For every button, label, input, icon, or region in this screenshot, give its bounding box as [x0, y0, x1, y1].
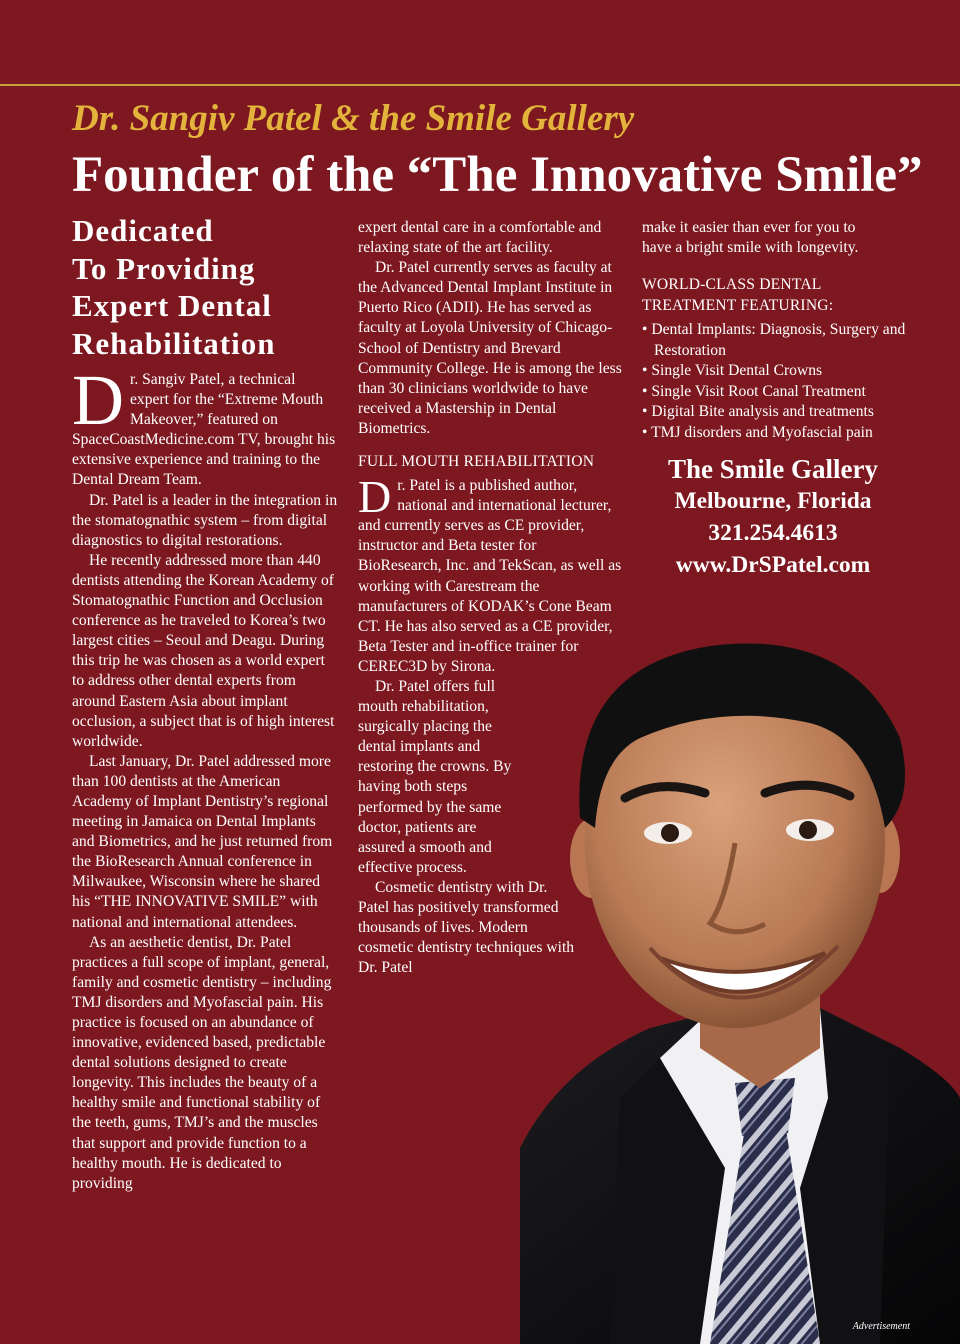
paragraph: make it easier than ever for you to have a bright smile with longevity.	[642, 219, 859, 257]
paragraph: He recently addressed more than 440 dentists attending the Korean Academy of Stomatognathic Function and Occlusion conference as he traveled to Korea’s two largest cities – Seoul and Deagu. During this trip he was chosen as a world expert to address other dental experts from around Eastern Asia about implant occlusion, a subject that is of high interest worldwide.	[72, 551, 335, 750]
contact-block	[638, 453, 908, 581]
subhead-line-2: To Providing	[72, 250, 256, 286]
gold-divider-rule	[0, 84, 960, 86]
paragraph: expert dental care in a comfortable and relaxing state of the art facility.	[358, 219, 602, 257]
subhead	[72, 212, 338, 362]
practice-website: www.DrSPatel.com	[675, 552, 871, 579]
list-item: • Single Visit Dental Crowns	[642, 361, 908, 382]
paragraph-intro-text: r. Sangiv Patel, a technical expert for the “Extreme Mouth Makeover,” featured on SpaceCoastMedicine.com TV, brought his extensive experience and training to the Dental Dream Team.	[72, 371, 336, 489]
practice-name: The Smile Gallery	[668, 454, 878, 485]
paragraph-section-intro-text: r. Patel is a published author, national and international lecturer, and currently serves as CE provider, instructor and Beta tester for BioResearch, Inc. and TekScan, as well as working with Carestream the manufacturers of KODAK’s Cone Beam CT. He has also served as a CE provider, Beta Tester and in-office trainer for CEREC3D by Sirona.	[358, 477, 622, 675]
features-list	[642, 320, 908, 443]
list-item: • TMJ disorders and Myofascial pain	[642, 423, 908, 444]
column-3	[642, 218, 908, 581]
doctor-portrait	[520, 628, 960, 1344]
paragraph-intro	[72, 360, 338, 491]
practice-phone: 321.254.4613	[708, 520, 838, 547]
drop-cap: D	[72, 360, 124, 440]
list-item: • Digital Bite analysis and treatments	[642, 402, 908, 423]
subhead-line-1: Dedicated	[72, 213, 214, 248]
paragraph: Cosmetic dentistry with Dr. Patel has positively transformed thousands of lives. Modern cosmetic dentistry techniques with Dr. Patel	[358, 878, 575, 977]
subhead-line-4: Rehabilitation	[72, 325, 276, 361]
column-1	[72, 212, 338, 1194]
paragraph: Dr. Patel currently serves as faculty at the Advanced Dental Implant Institute in Puerto Rico (ADII). He has served as faculty at Loyola University of Chicago- School of Dentistry and Brevard Community College. He is among the less than 30 clinicians worldwide to have received a Mastership in Dental Biometrics.	[358, 259, 622, 437]
paragraph: Dr. Patel offers full mouth rehabilitation, surgically placing the dental implants and restoring the crowns. By having both steps performed by the same doctor, patients are assured a smooth and effective process.	[358, 677, 512, 876]
practice-location: Melbourne, Florida	[674, 488, 872, 515]
paragraph: Dr. Patel is a leader in the integration in the stomatognathic system – from digital diagnostics to digital restorations.	[72, 491, 338, 549]
list-item: • Dental Implants: Diagnosis, Surgery and Restoration	[642, 320, 908, 361]
paragraph: Last January, Dr. Patel addressed more than 100 dentists at the American Academy of Implant Dentistry’s regional meeting in Jamaica on Dental Implants and Biometrics, and he just returned from the BioResearch Annual conference in Milwaukee, Wisconsin where he shared his “THE INNOVATIVE SMILE” with national and international attendees.	[72, 752, 333, 931]
subhead-line-3: Expert Dental	[72, 288, 272, 323]
paragraph: As an aesthetic dentist, Dr. Patel practices a full scope of implant, general, family and cosmetic dentistry – including TMJ disorders and Myofascial pain. His practice is focused on an abundance of innovative, evidenced based, predictable dental solutions designed to create longevity. This includes the beauty of a healthy smile and functional stability of the teeth, gums, TMJ’s and the muscles that support and provide function to a healthy mouth. He is dedicated to providing	[72, 933, 332, 1192]
page-headline: Founder of the “The Innovative Smile”	[72, 147, 923, 203]
kicker-title: Dr. Sangiv Patel & the Smile Gallery	[72, 98, 635, 139]
drop-cap: D	[358, 471, 392, 523]
list-item: • Single Visit Root Canal Treatment	[642, 382, 908, 403]
features-heading: WORLD-CLASS DENTAL TREATMENT FEATURING:	[642, 276, 834, 314]
advertisement-label: Advertisement	[852, 1321, 910, 1332]
section-heading: FULL MOUTH REHABILITATION	[358, 453, 595, 471]
